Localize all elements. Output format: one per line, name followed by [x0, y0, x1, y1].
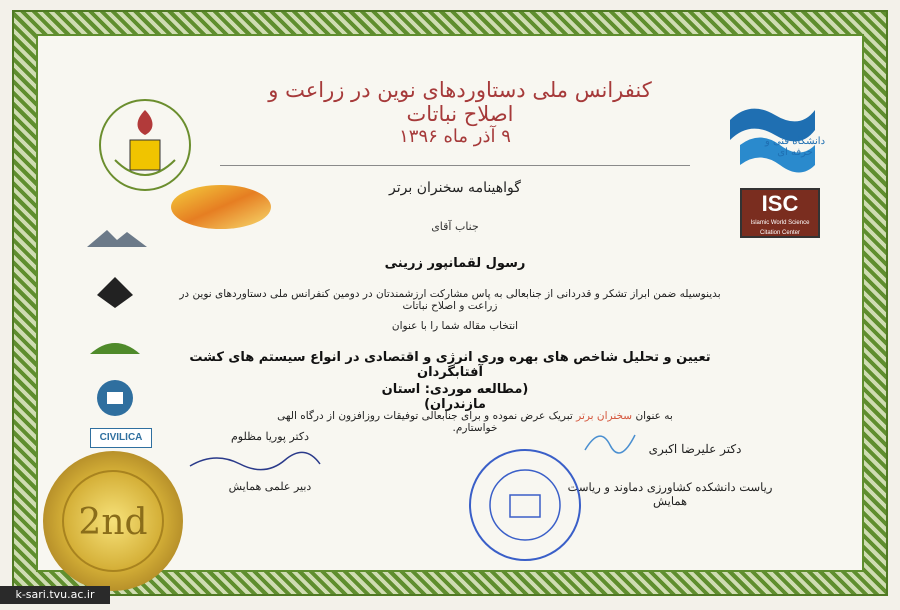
wish-highlight: سخنران برتر: [576, 410, 633, 422]
article-subtitle: (مطالعه موردی: استان مازندران): [381, 382, 529, 412]
ministry-logo-icon: [82, 222, 152, 252]
right-signer-name: دکتر علیرضا اکبری: [648, 442, 742, 456]
conference-stamp-icon: [465, 445, 585, 565]
isc-label: ISC: [761, 191, 799, 216]
isc-badge: [740, 188, 820, 238]
hologram-sticker-icon: [168, 182, 274, 232]
selection-text: انتخاب مقاله شما را با عنوان: [391, 320, 519, 332]
gold-seal-icon: [38, 446, 188, 596]
conference-date: ۹ آذر ماه ۱۳۹۶: [399, 126, 511, 147]
wish-suffix: تبریک عرض نموده و برای جنابعالی توفیقات روزافزون از درگاه الهی خواستارم.: [277, 410, 573, 434]
wish-prefix: به عنوان: [635, 410, 673, 422]
organization-logo-icon: [95, 275, 135, 310]
agriculture-logo-icon: [85, 332, 145, 362]
conference-title: کنفرانس ملی دستاوردهای نوین در زراعت و اصلاح نباتات: [268, 78, 652, 126]
civilica-logo: CIVILICA: [90, 428, 152, 448]
left-signer-name: دکتر پوریا مظلوم: [230, 430, 310, 443]
recipient-name: رسول لقمانپور زرینی: [384, 256, 526, 271]
left-signer-role: دبیر علمی همایش: [228, 480, 312, 493]
seal-number: 2nd: [78, 502, 148, 543]
right-signature-icon: [580, 425, 640, 455]
article-title: تعیین و تحلیل شاخص های بهره وری انرژی و اقتصادی در انواع سیستم های کشت آفتابگردان: [189, 350, 711, 380]
right-signer-role: ریاست دانشکده کشاورزی دماوند و ریاست همایش: [567, 480, 773, 508]
library-logo-icon: [95, 378, 135, 418]
university-name-label: دانشگاه فنی و حرفه ای: [764, 136, 826, 158]
certificate-title: گواهینامه سخنران برتر: [389, 180, 521, 196]
appreciation-text: بدینوسیله ضمن ابراز تشکر و قدردانی از جنابعالی به پاس مشارکت ارزشمندتان در دومین کنفرانس ملی دستاوردهای نوین در زراعت و اصلاح نباتات: [179, 288, 721, 312]
site-url-footer[interactable]: k-sari.tvu.ac.ir: [0, 586, 110, 604]
title-divider: [220, 165, 690, 166]
left-signature-icon: [185, 446, 325, 476]
salutation: جناب آقای: [431, 220, 479, 233]
isc-subtitle: Islamic World Science Citation Center: [750, 220, 810, 236]
